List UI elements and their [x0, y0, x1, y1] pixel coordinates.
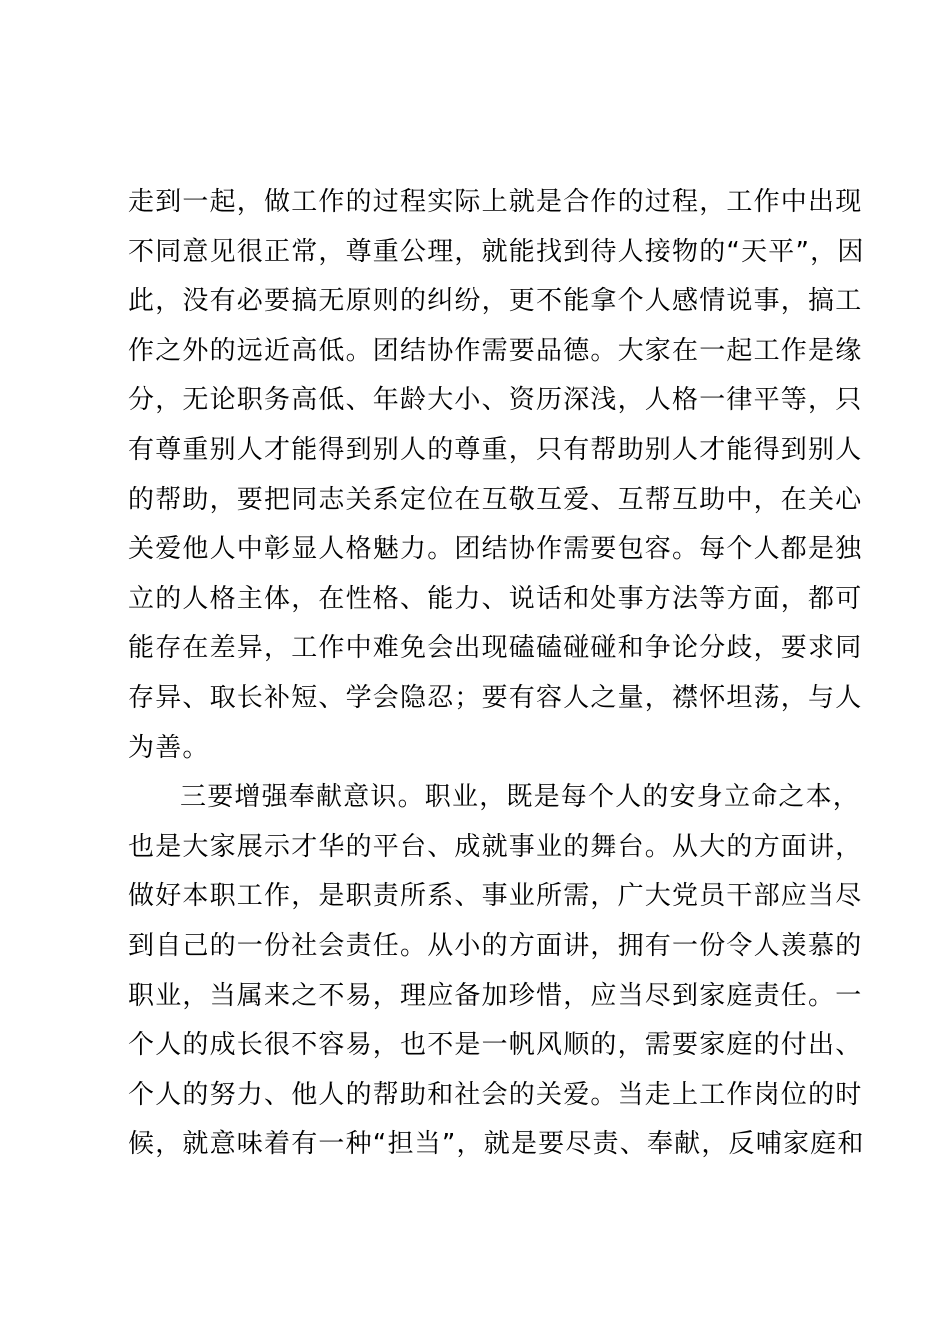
- text-line: 也是大家展示才华的平台、成就事业的舞台。从大的方面讲，: [128, 831, 863, 862]
- text-line: 分，无论职务高低、年龄大小、资历深浅，人格一律平等，只: [128, 385, 863, 416]
- text-line: 立的人格主体，在性格、能力、说话和处事方法等方面，都可: [128, 583, 863, 614]
- paragraph-start-line: 三要增强奉献意识。职业，既是每个人的安身立命之本，: [180, 782, 861, 813]
- text-line: 不同意见很正常，尊重公理，就能找到待人接物的“天平”，因: [128, 236, 865, 267]
- text-line: 到自己的一份社会责任。从小的方面讲，拥有一份令人羡慕的: [128, 930, 863, 961]
- text-line: 为善。: [128, 732, 210, 763]
- text-line: 存异、取长补短、学会隐忍；要有容人之量，襟怀坦荡，与人: [128, 682, 863, 713]
- text-line: 候，就意味着有一种“担当”，就是要尽责、奉献，反哺家庭和: [128, 1129, 865, 1160]
- text-line: 能存在差异，工作中难免会出现磕磕碰碰和争论分歧，要求同: [128, 633, 863, 664]
- text-line: 个人的努力、他人的帮助和社会的关爱。当走上工作岗位的时: [128, 1079, 863, 1110]
- text-line: 个人的成长很不容易，也不是一帆风顺的，需要家庭的付出、: [128, 1030, 863, 1061]
- text-line: 职业，当属来之不易，理应备加珍惜，应当尽到家庭责任。一: [128, 980, 863, 1011]
- text-line: 关爱他人中彰显人格魅力。团结协作需要包容。每个人都是独: [128, 534, 863, 565]
- text-line: 有尊重别人才能得到别人的尊重，只有帮助别人才能得到别人: [128, 434, 863, 465]
- text-line: 走到一起，做工作的过程实际上就是合作的过程，工作中出现: [128, 187, 863, 217]
- text-line: 的帮助，要把同志关系定位在互敬互爱、互帮互助中，在关心: [128, 484, 863, 515]
- body-text: [128, 178, 865, 1170]
- text-line: 此，没有必要搞无原则的纠纷，更不能拿个人感情说事，搞工: [128, 286, 863, 317]
- text-line: 作之外的远近高低。团结协作需要品德。大家在一起工作是缘: [128, 335, 863, 366]
- text-line: 做好本职工作，是职责所系、事业所需，广大党员干部应当尽: [128, 881, 863, 912]
